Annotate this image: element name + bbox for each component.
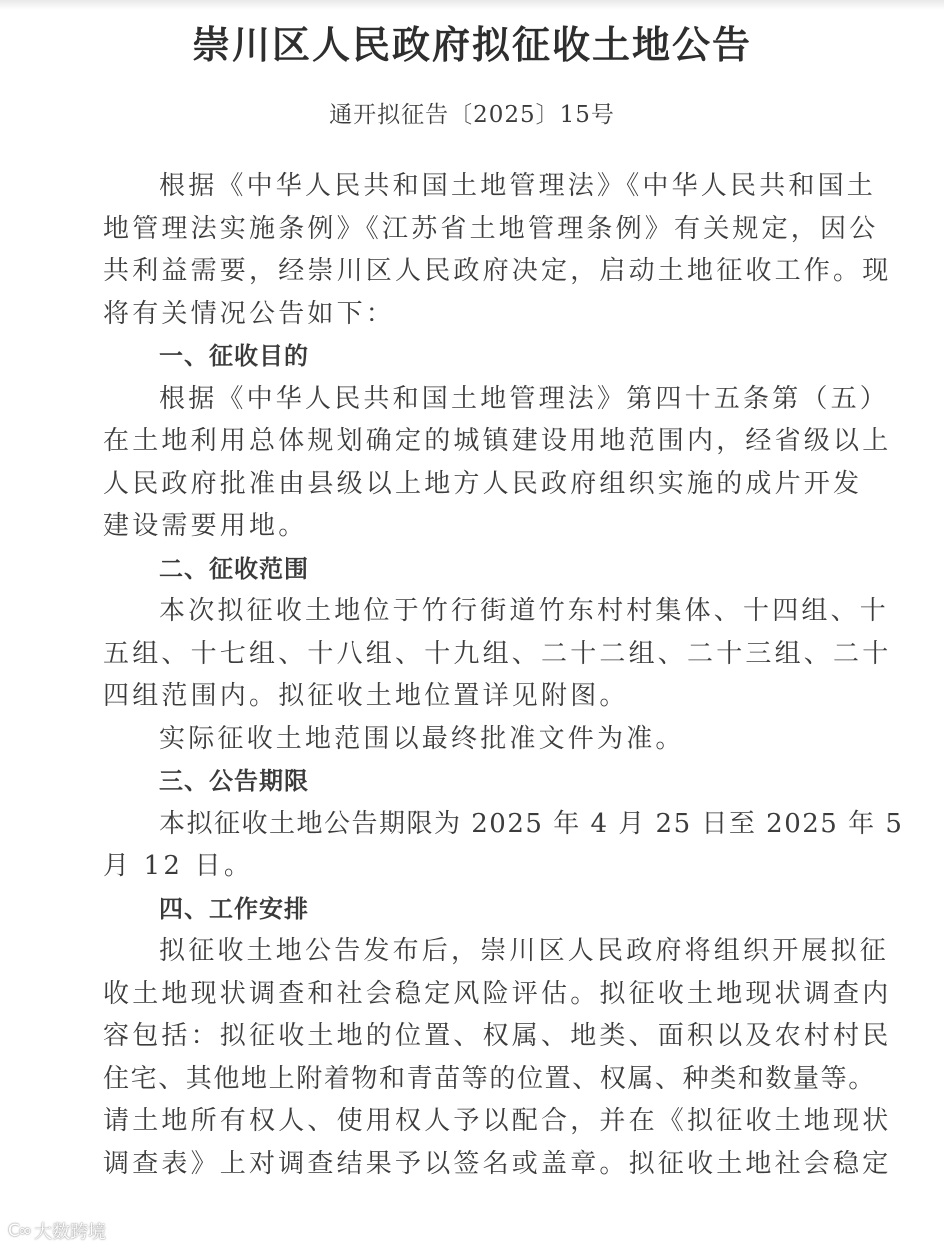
top-shadow (0, 0, 944, 10)
paragraph-line: 住宅、其他地上附着物和青苗等的位置、权属、种类和数量等。 (103, 1063, 876, 1094)
watermark-text: 大数跨境 (34, 1222, 107, 1243)
section-heading-purpose: 一、征收目的 (159, 342, 309, 370)
section-heading-scope: 二、征收范围 (159, 554, 309, 583)
paragraph-line: 建设需要用地。 (103, 511, 308, 541)
paragraph-line: 容包括：拟征收土地的位置、权属、地类、面积以及农村村民 (103, 1021, 892, 1051)
document-title: 崇川区人民政府拟征收土地公告 (191, 23, 752, 67)
section-heading-period: 三、公告期限 (159, 767, 309, 795)
paragraph-line: 实际征收土地范围以最终批准文件为准。 (159, 723, 685, 754)
paragraph-line: 根据《中华人民共和国土地管理法》第四十五条第（五） (159, 383, 890, 414)
document-number: 通开拟征告〔2025〕15号 (329, 102, 615, 128)
watermark-logo-icon: C∞ (8, 1221, 31, 1241)
paragraph-line: 本次拟征收土地位于竹行街道竹东村村集体、十四组、十 (159, 596, 890, 626)
paragraph-line: 将有关情况公告如下： (103, 298, 396, 329)
paragraph-line: 四组范围内。拟征收土地位置详见附图。 (103, 681, 629, 711)
paragraph-line: 月 12 日。 (103, 851, 254, 881)
paragraph-line: 根据《中华人民共和国土地管理法》《中华人民共和国土 (159, 171, 877, 201)
section-heading-arrangement: 四、工作安排 (159, 894, 309, 923)
paragraph-line: 拟征收土地公告发布后，崇川区人民政府将组织开展拟征 (159, 936, 890, 966)
paragraph-line: 人民政府批准由县级以上地方人民政府组织实施的成片开发 (103, 468, 863, 499)
watermark (8, 1218, 106, 1244)
paragraph-line: 请土地所有权人、使用权人予以配合，并在《拟征收土地现状 (103, 1106, 892, 1136)
paragraph-line: 收土地现状调查和社会稳定风险评估。拟征收土地现状调查内 (103, 978, 892, 1009)
document-body (103, 165, 904, 1185)
paragraph-line: 本拟征收土地公告期限为 2025 年 4 月 25 日至 2025 年 5 (159, 808, 904, 839)
paragraph-line: 地管理法实施条例》《江苏省土地管理条例》有关规定，因公 (103, 213, 879, 244)
paragraph-line: 共利益需要，经崇川区人民政府决定，启动土地征收工作。现 (103, 256, 892, 286)
paragraph-line: 调查表》上对调查结果予以签名或盖章。拟征收土地社会稳定 (103, 1148, 892, 1179)
paragraph-line: 在土地利用总体规划确定的城镇建设用地范围内，经省级以上 (103, 426, 892, 456)
paragraph-line: 五组、十七组、十八组、十九组、二十二组、二十三组、二十 (103, 638, 892, 669)
